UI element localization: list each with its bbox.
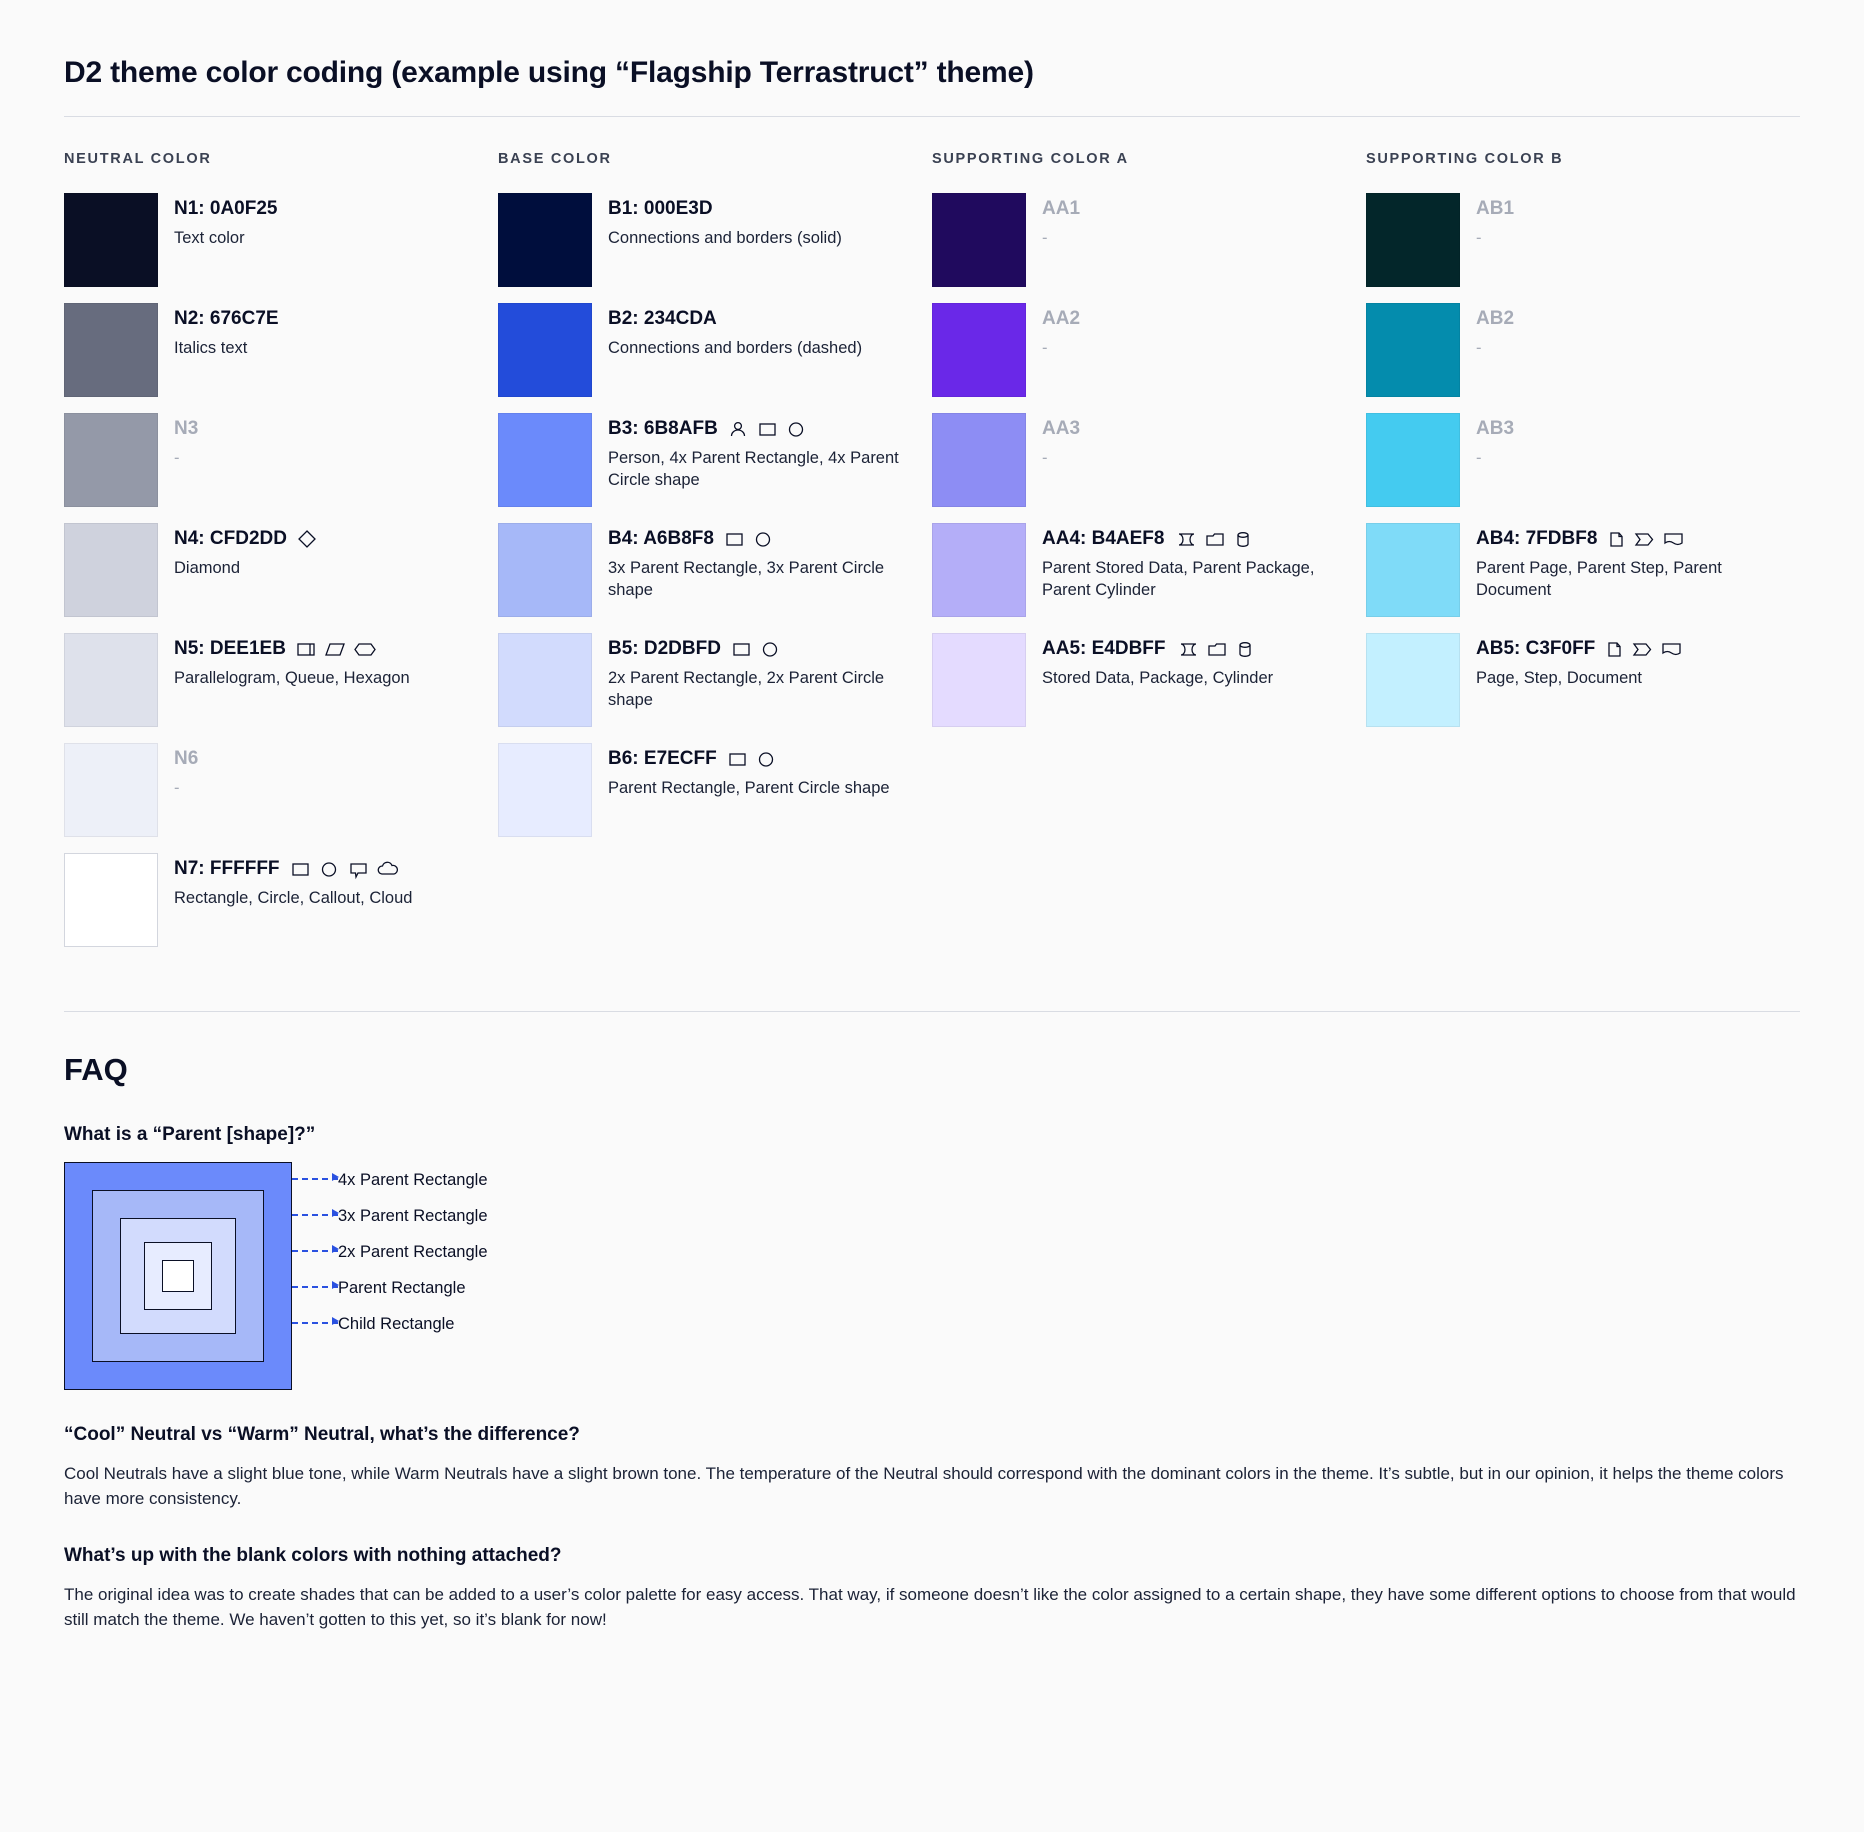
- swatch-name: AB2: [1476, 308, 1515, 329]
- swatch-name: B4: A6B8F8: [608, 528, 714, 549]
- shape-icons: [1606, 528, 1686, 550]
- swatch-description: -: [1476, 228, 1482, 247]
- swatch-row: [64, 413, 474, 509]
- swatch-title-wrap: [1042, 197, 1342, 221]
- faq-item-cool-vs-warm: [64, 1424, 1800, 1511]
- faq-divider: [64, 1011, 1800, 1012]
- swatch-title-wrap: [1476, 307, 1776, 331]
- package-icon: [1204, 528, 1226, 550]
- swatch-name: N3: [174, 418, 199, 439]
- swatch-description: Text color: [174, 228, 245, 247]
- shape-icons: [723, 528, 774, 550]
- swatch-row: [932, 303, 1342, 399]
- color-swatch: [932, 633, 1026, 727]
- color-swatch: [1366, 193, 1460, 287]
- swatch-name: B1: 000E3D: [608, 198, 713, 219]
- nesting-label: 4x Parent Rectangle: [338, 1171, 488, 1189]
- rectangle-icon: [726, 748, 748, 770]
- diamond-icon: [296, 528, 318, 550]
- swatch-row: [64, 633, 474, 729]
- swatch-name: AA4: B4AEF8: [1042, 528, 1165, 549]
- faq-item-blank-colors: [64, 1545, 1800, 1632]
- swatch-title-wrap: [1476, 417, 1776, 441]
- package-icon: [1206, 638, 1228, 660]
- swatch-name: B3: 6B8AFB: [608, 418, 718, 439]
- swatch-name: AB1: [1476, 198, 1515, 219]
- swatch-description: Person, 4x Parent Rectangle, 4x Parent Circle shape: [608, 448, 899, 489]
- color-swatch: [1366, 523, 1460, 617]
- circle-icon: [318, 858, 340, 880]
- swatch-name: N7: FFFFFF: [174, 858, 280, 879]
- step-icon: [1631, 638, 1653, 660]
- swatch-row: [498, 303, 908, 399]
- hexagon-icon: [353, 638, 377, 660]
- page-icon: [1604, 638, 1624, 660]
- color-swatch: [64, 413, 158, 507]
- color-swatch: [932, 303, 1026, 397]
- swatch-name: AA5: E4DBFF: [1042, 638, 1166, 659]
- callout-icon: [347, 858, 369, 880]
- swatch-description: Stored Data, Package, Cylinder: [1042, 668, 1274, 687]
- circle-icon: [752, 528, 774, 550]
- cylinder-icon: [1235, 638, 1255, 660]
- swatch-row: [932, 193, 1342, 289]
- faq-question: What’s up with the blank colors with nothing attached?: [64, 1545, 562, 1567]
- shape-icons: [730, 638, 781, 660]
- swatch-description: 3x Parent Rectangle, 3x Parent Circle shape: [608, 558, 885, 599]
- swatch-description: Connections and borders (solid): [608, 228, 842, 247]
- swatch-title-wrap: [1476, 527, 1776, 551]
- swatch-title-wrap: [1042, 417, 1342, 441]
- shape-icons: [1173, 528, 1253, 550]
- swatch-title-wrap: [174, 857, 474, 881]
- shape-icons: [296, 528, 318, 550]
- color-swatch: [1366, 413, 1460, 507]
- cylinder-icon: [1233, 528, 1253, 550]
- shape-icons: [1604, 638, 1684, 660]
- swatch-title-wrap: [1042, 527, 1342, 551]
- color-swatch: [64, 633, 158, 727]
- nesting-diagram: [64, 1162, 292, 1390]
- color-swatch: [498, 303, 592, 397]
- swatch-name: B5: D2DBFD: [608, 638, 721, 659]
- swatch-title-wrap: [608, 307, 908, 331]
- color-swatch: [1366, 303, 1460, 397]
- faq-item-parent-shape: [64, 1124, 1800, 1390]
- swatch-title-wrap: [174, 637, 474, 661]
- swatch-name: AB5: C3F0FF: [1476, 638, 1596, 659]
- swatch-title-wrap: [608, 527, 908, 551]
- shape-icons: [289, 858, 400, 880]
- color-swatch: [498, 413, 592, 507]
- swatch-description: -: [174, 778, 180, 797]
- swatch-title-wrap: [174, 197, 474, 221]
- swatch-row: [498, 633, 908, 729]
- swatch-description: -: [1476, 448, 1482, 467]
- swatch-name: N4: CFD2DD: [174, 528, 287, 549]
- swatch-row: [1366, 523, 1776, 619]
- rectangle-icon: [756, 418, 778, 440]
- stored-data-icon: [1173, 528, 1197, 550]
- swatch-name: N2: 676C7E: [174, 308, 279, 329]
- swatch-title-wrap: [1476, 637, 1776, 661]
- shape-icons: [295, 638, 377, 660]
- page-title: D2 theme color coding (example using “Flagship Terrastruct” theme): [64, 56, 1034, 89]
- swatch-name: N6: [174, 748, 199, 769]
- swatch-description: Parallelogram, Queue, Hexagon: [174, 668, 410, 687]
- document-icon: [1660, 638, 1684, 660]
- swatch-row: [1366, 193, 1776, 289]
- circle-icon: [759, 638, 781, 660]
- swatch-row: [1366, 413, 1776, 509]
- color-swatch: [1366, 633, 1460, 727]
- swatch-description: -: [1042, 228, 1048, 247]
- swatch-description: Parent Stored Data, Parent Package, Parent Cylinder: [1042, 558, 1315, 599]
- swatch-description: -: [174, 448, 180, 467]
- rectangle-icon: [730, 638, 752, 660]
- swatch-description: Parent Rectangle, Parent Circle shape: [608, 778, 890, 797]
- swatch-name: N5: DEE1EB: [174, 638, 286, 659]
- swatch-name: B2: 234CDA: [608, 308, 717, 329]
- step-icon: [1633, 528, 1655, 550]
- column-heading: BASE COLOR: [498, 151, 612, 167]
- title-divider: [64, 116, 1800, 117]
- swatch-title-wrap: [608, 747, 908, 771]
- nesting-label: Parent Rectangle: [338, 1279, 466, 1297]
- faq-heading: FAQ: [64, 1052, 128, 1087]
- rectangle-icon: [289, 858, 311, 880]
- color-swatch: [498, 743, 592, 837]
- faq-answer: The original idea was to create shades that can be added to a user’s color palette for easy access. That way, if someone doesn’t like the color assigned to a certain shape, they have some different options to choose from that would still match the theme. We haven’t gotten to this yet, so it’s blank for now!: [64, 1585, 1796, 1629]
- column-supporting-color-a: [932, 151, 1366, 963]
- swatch-row: [498, 523, 908, 619]
- swatch-row: [64, 523, 474, 619]
- nesting-diagram-wrapper: [64, 1162, 1800, 1390]
- document-icon: [1662, 528, 1686, 550]
- swatch-description: Connections and borders (dashed): [608, 338, 863, 357]
- swatch-description: 2x Parent Rectangle, 2x Parent Circle shape: [608, 668, 885, 709]
- faq-answer: Cool Neutrals have a slight blue tone, while Warm Neutrals have a slight brown tone. The temperature of the Neutral should correspond with the dominant colors in the theme. It’s subtle, but in our opinion, it helps the theme colors have more consistency.: [64, 1464, 1784, 1508]
- color-swatch: [64, 303, 158, 397]
- swatch-description: -: [1042, 338, 1048, 357]
- color-swatch: [932, 413, 1026, 507]
- swatch-description: Diamond: [174, 558, 241, 577]
- swatch-row: [498, 413, 908, 509]
- swatch-row: [64, 193, 474, 289]
- swatch-row: [64, 743, 474, 839]
- swatch-title-wrap: [1042, 307, 1342, 331]
- swatch-description: Rectangle, Circle, Callout, Cloud: [174, 888, 413, 907]
- swatch-row: [932, 413, 1342, 509]
- swatch-row: [498, 193, 908, 289]
- column-supporting-color-b: [1366, 151, 1800, 963]
- swatch-description: Page, Step, Document: [1476, 668, 1643, 687]
- swatch-row: [64, 303, 474, 399]
- rectangle-icon: [723, 528, 745, 550]
- color-swatch: [932, 523, 1026, 617]
- swatch-row: [1366, 303, 1776, 399]
- color-swatch: [498, 633, 592, 727]
- swatch-description: -: [1476, 338, 1482, 357]
- swatch-title-wrap: [1042, 637, 1342, 661]
- parallelogram-icon: [324, 638, 346, 660]
- swatch-row: [1366, 633, 1776, 729]
- swatch-name: AA2: [1042, 308, 1081, 329]
- swatch-description: Parent Page, Parent Step, Parent Document: [1476, 558, 1722, 599]
- swatch-row: [932, 633, 1342, 729]
- swatch-title-wrap: [174, 747, 474, 771]
- cloud-icon: [376, 858, 400, 880]
- queue-icon: [295, 638, 317, 660]
- swatch-title-wrap: [1476, 197, 1776, 221]
- column-base-color: [498, 151, 932, 963]
- color-swatch: [498, 523, 592, 617]
- page-icon: [1606, 528, 1626, 550]
- swatch-row: [64, 853, 474, 949]
- shape-icons: [727, 418, 807, 440]
- swatch-name: AB3: [1476, 418, 1515, 439]
- color-columns: [64, 151, 1800, 963]
- swatch-title-wrap: [608, 637, 908, 661]
- color-swatch: [64, 193, 158, 287]
- swatch-name: AA1: [1042, 198, 1081, 219]
- swatch-name: B6: E7ECFF: [608, 748, 717, 769]
- color-swatch: [64, 743, 158, 837]
- swatch-title-wrap: [174, 307, 474, 331]
- circle-icon: [785, 418, 807, 440]
- swatch-name: AA3: [1042, 418, 1081, 439]
- swatch-title-wrap: [174, 417, 474, 441]
- color-swatch: [64, 853, 158, 947]
- swatch-description: Italics text: [174, 338, 248, 357]
- swatch-title-wrap: [608, 197, 908, 221]
- nesting-label: 2x Parent Rectangle: [338, 1243, 488, 1261]
- swatch-row: [498, 743, 908, 839]
- swatch-description: -: [1042, 448, 1048, 467]
- shape-icons: [726, 748, 777, 770]
- color-swatch: [498, 193, 592, 287]
- nesting-label: Child Rectangle: [338, 1315, 455, 1333]
- nesting-level-child: [162, 1260, 194, 1292]
- circle-icon: [755, 748, 777, 770]
- column-heading: SUPPORTING COLOR A: [932, 151, 1129, 167]
- swatch-title-wrap: [174, 527, 474, 551]
- column-neutral-color: [64, 151, 498, 963]
- swatch-name: N1: 0A0F25: [174, 198, 278, 219]
- column-heading: SUPPORTING COLOR B: [1366, 151, 1564, 167]
- shape-icons: [1175, 638, 1255, 660]
- nesting-labels: [292, 1162, 712, 1390]
- column-heading: NEUTRAL COLOR: [64, 151, 212, 167]
- nesting-label: 3x Parent Rectangle: [338, 1207, 488, 1225]
- swatch-title-wrap: [608, 417, 908, 441]
- swatch-name: AB4: 7FDBF8: [1476, 528, 1598, 549]
- color-swatch: [932, 193, 1026, 287]
- swatch-row: [932, 523, 1342, 619]
- color-swatch: [64, 523, 158, 617]
- person-icon: [727, 418, 749, 440]
- faq-question: “Cool” Neutral vs “Warm” Neutral, what’s the difference?: [64, 1424, 580, 1445]
- stored-data-icon: [1175, 638, 1199, 660]
- faq-question: What is a “Parent [shape]?”: [64, 1124, 316, 1145]
